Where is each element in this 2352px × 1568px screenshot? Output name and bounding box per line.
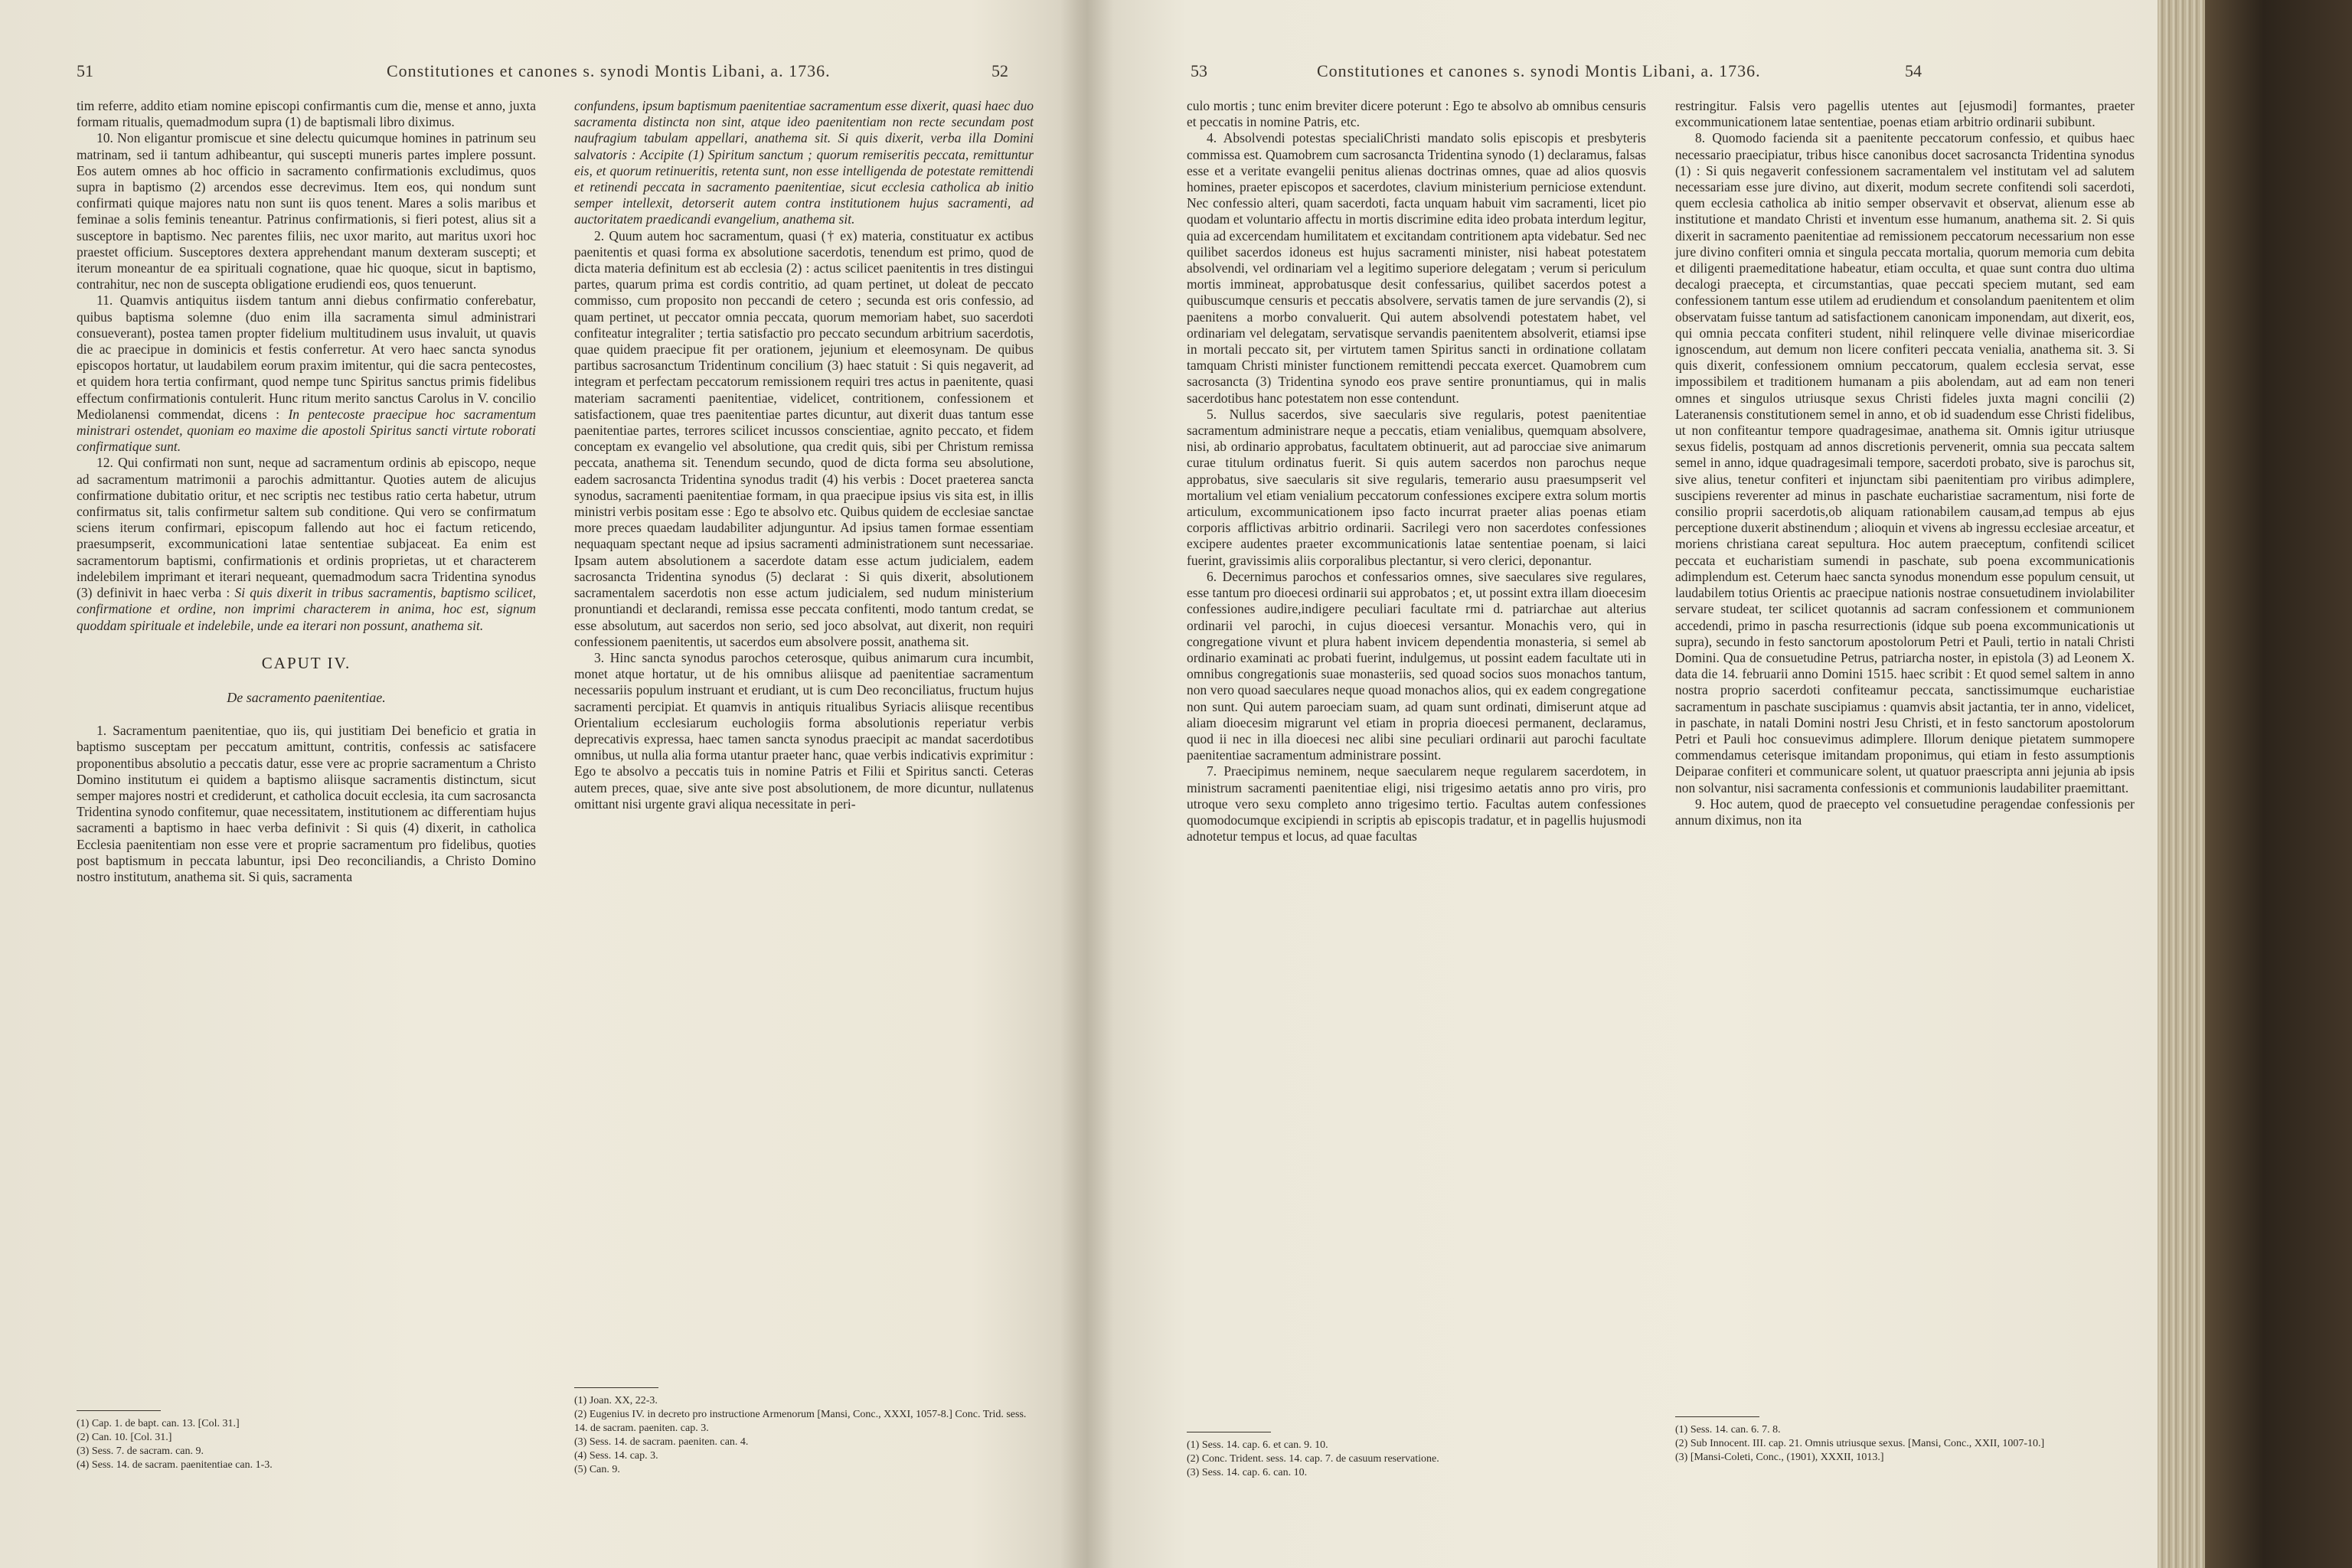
footnotes <box>1187 1432 1646 1480</box>
footnote: (1) Sess. 14. can. 6. 7. 8. <box>1675 1424 1781 1436</box>
paragraph: 3. Hinc sancta synodus parochos ceterosque, quibus animarum cura incumbit, monet atque hortatur, ut de his omnibus aliisque ad paenitentiae sacramentum necessariis populum instruant et erudiant, ut is cum Deo reconciliatus, fructum hujus sacramenti percipiat. Et quamvis in antiquis ritualibus Syriacis aliisque recentibus Orientalium ecclesiarum euchologiis forma absolutionis reperiatur verbis deprecativis expressa, haec tamen sancta synodus praecipit ac mandat sacerdotibus omnibus, ut nulla alia forma utantur praeter hanc, quae verbis indicativis exprimitur : Ego te absolvo a peccatis tuis in nomine Patris et Filii et Spiritus sancti. Ceteras autem preces, quae, sive ante sive post absolutionem, de more dicuntur, nullatenus omittant nisi urgente gravi aliqua necessitate in peri- <box>574 649 1034 812</box>
footnote: (2) Sub Innocent. III. cap. 21. Omnis utriusque sexus. [Mansi, Conc., XXII, 1007-10.] <box>1675 1438 2045 1449</box>
footnote: (2) Eugenius IV. in decreto pro instructione Armenorum [Mansi, Conc., XXXI, 1057-8.] Conc. Trid. sess. 14. de sacram. paeniten. cap. 3. <box>574 1409 1027 1434</box>
text-column-left <box>1187 98 1646 844</box>
page-number: 51 <box>77 61 93 80</box>
running-head: Constitutiones et canones s. synodi Montis Libani, a. 1736. <box>1317 61 1761 80</box>
text-column-left <box>77 98 536 885</box>
footnote: (4) Sess. 14. cap. 3. <box>574 1450 658 1462</box>
quotation: In pentecoste praecipue hoc sacramentum ministrari ostendet, quoniam eo maxime die apostoli Spiritus sancti virtute roborati confirmatique sunt. <box>77 406 537 455</box>
footnote: (2) Conc. Trident. sess. 14. cap. 7. de casuum reservatione. <box>1187 1453 1439 1465</box>
paragraph: 9. Hoc autem, quod de praecepto vel consuetudine peragendae confessionis per annum diximus, non ita <box>1675 795 2135 828</box>
text-column-right <box>1675 98 2135 828</box>
quotation: Si quis dixerit in tribus sacramentis, baptismo scilicet, confirmatione et ordine, non imprimi characterem in anima, hoc est, signum quoddam spirituale et indelebile, unde ea iterari non possunt, anathema sit. <box>77 585 537 633</box>
paragraph: 4. Absolvendi potestas specialiChristi mandato solis episcopis et presbyteris commissa est. Quamobrem cum sacrosancta Tridentina synodo (1) declaramus, falsas esse et a veritate evangelii penitus alienas doctrinas omnes, quae ad alios quosvis homines, praeter episcopos et sacerdotes, clavium ministerium perniciose extendunt. Nec confessio alteri, quam sacerdoti, facta unquam habuit vim sacramenti, licet pio quodam et voluntario affectu in mortis discrimine edita ideo probata interdum legitur, quia ad excercendam humilitatem et excitandam contritionem apta videbatur. Sed nec quilibet sacerdos idoneus est hujus sacramenti minister, nisi habeat potestatem absolvendi, vel ordinariam vel a legitimo superiore delegatam ; verum si periculum mortis immineat, approbatusque desit confessarius, quilibet sacerdos potest a quibuscumque censuris et peccatis absolvere, servatis tamen de jure servandis (2), si paenitens a morbo convaluerit. Qui autem absolvendi potestatem habet, vel ordinariam vel delegatam, servatisque servandis paenitentem absolverit, etiamsi ipse in mortali peccato sit, per virtutem tamen Spiritus sancti in ordinatione collatam tamquam Christi minister functionem remittendi peccata exercet. Quamobrem cum sacrosancta (3) Tridentina synodo eos prave sentire pronuntiamus, qui in malis sacerdotibus hanc potestatem non esse contendunt. <box>1187 130 1646 406</box>
paragraph: 5. Nullus sacerdos, sive saecularis sive regularis, potest paenitentiae sacramentum administrare neque a peccatis, etiam venialibus, quemquam absolvere, nisi, ab ordinario approbatus, facultatem obtinuerit, aut ad parocciae sive animarum curae titulum ordinatus fuerit. Si quis autem sacerdos non parochus neque approbatus, sive saecularis sit sive regularis, temerario ausu praesumpserit vel mortalium vel etiam venialium peccatorum confessiones excipere extra solum mortis articulum, excommunicationem ipso facto incurrat praeter alias poenas etiam corporis afflictivas arbitrio ordinarii. Sacrilegi vero non sacerdotes confessiones excipere audentes praeter excommunicationis latae sententiae poenam, si laici fuerint, gravissimis aliis corporalibus plectantur, si vero clerici, deponantur. <box>1187 406 1646 568</box>
paragraph: 1. Sacramentum paenitentiae, quo iis, qui justitiam Dei beneficio et gratia in baptismo susceptam per peccatum amittunt, contritis, confessis ac satisfacere proponentibus absolutio a peccatis datur, esse vere ac proprie sacramentum a Christo Domino institutum ei quidem a baptismo aliisque sacramentis distinctum, sicut semper majores nostri et crediderunt, et catholica docuit ecclesia, ita cum sacrosancta Tridentina synodo confitemur, quae necessitatem, institutionem ac differentiam hujus sacramenti a baptismo in haec verba definivit : Si quis (4) dixerit, in catholica Ecclesia paenitentiam non esse vere et proprie sacramentum pro fidelibus, quoties post baptismum in peccata labuntur, ipsi Deo reconciliandis, a Christo Domino nostro institutum, anathema sit. Si quis, sacramenta <box>77 723 536 884</box>
footnote: (3) Sess. 7. de sacram. can. 9. <box>77 1446 204 1457</box>
paragraph: 6. Decernimus parochos et confessarios omnes, sive saeculares sive regulares, esse tantum pro dioecesi ordinarii sui approbatos ; et, ut possint extra illam dioecesim confessiones audire,indigere peculiari facultate rmi d. patriarchae aut alterius ordinarii vel parochi, in cujus dioecesi versantur. Monachis vero, qui in congregatione vivunt et plura habent invicem dependentia monasteria, si semel ab ordinario examinati ac probati fuerint, indulgemus, ut possint eadem facultate uti in omnibus congregationis suae monasteriis, sed quoad socios suos monachos tantum, non vero quoad saeculares neque quoad monachos alios, qui ex eadem congregatione non sunt. Qui autem paroeciam suam, ad quam sunt ordinati, dimiserunt atque ad aliam dioecesim migrarunt vel etiam in propria dioecesi permanent, declaramus, quod ii nec in illa dioecesi nec alibi sine peculiari ordinarii aut parochi facultate paenitentiae sacramentum administrare possint. <box>1187 568 1646 763</box>
page-number: 53 <box>1191 61 1207 80</box>
chapter-heading: CAPUT IV. <box>261 653 351 672</box>
paragraph: tim referre, addito etiam nomine episcopi confirmantis cum die, mense et anno, juxta formam ritualis, quemadmodum supra (1) de baptismali libro diximus. <box>77 98 536 130</box>
footnote: (1) Cap. 1. de bapt. can. 13. [Col. 31.] <box>77 1418 240 1429</box>
footnotes <box>77 1410 536 1472</box>
footnotes <box>1675 1416 2135 1465</box>
footnote: (4) Sess. 14. de sacram. paenitentiae can. 1-3. <box>77 1459 273 1471</box>
footnote: (3) Sess. 14. de sacram. paeniten. can. 4. <box>574 1436 749 1448</box>
running-head: Constitutiones et canones s. synodi Montis Libani, a. 1736. <box>387 61 831 80</box>
footnote: (5) Can. 9. <box>574 1464 620 1475</box>
paragraph: 8. Quomodo facienda sit a paenitente peccatorum confessio, et quibus haec necessario praecipiatur, tribus hisce canonibus docet sacrosancta Tridentina synodus (1) : Si quis negaverit confessionem sacramentalem vel institutam vel ad salutem necessariam esse jure divino, aut dixerit, modum secrete confitendi soli sacerdoti, quem ecclesia catholica ab initio semper observavit et observat, alienum esse ab institutione et mandato Christi et inventum esse humanum, anathema sit. 2. Si quis dixerit in sacramento paenitentiae ad remissionem peccatorum necessarium non esse jure divino confiteri omnia et singula peccata mortalia, quorum memoria cum debita et diligenti praemeditatione habeatur, etiam occulta, et quae sunt contra duo ultima decalogi praecepta, et circumstantias, quae peccati speciem mutant, sed eam confessionem tantum esse utilem ad erudiendum et consolandum paenitentem et olim observatam fuisse tantum ad satisfactionem canonicam imponendam, aut dixerit, eos, qui omnia peccata confiteri student, nihil relinquere velle divinae misericordiae ignoscendum, aut demum non licere confiteri peccata venialia, anathema sit. 3. Si quis dixerit, confessionem omnium peccatorum, qualem ecclesia servat, esse impossibilem et traditionem humanam a piis abolendam, aut ad eam non teneri omnes et singulos utriusque sexus Christi fideles juxta magni concilii (2) Lateranensis constitutionem semel in anno, et ob id suadendum esse Christi fidelibus, ut non confiteantur tempore quadragesimae, anathema sit. Omnis igitur utriusque sexus fidelis, postquam ad annos discretionis pervenerit, omnia sua peccata saltem semel in anno, idque quadragesimali tempore, sacerdoti probato, sive is parochus sit, sive alius, tenetur confiteri et injunctam sibi paenitentiam pro viribus adimplere, suscipiens reverenter ad minus in paschate eucharistiae sacramentum, nisi forte de consilio proprii sacerdotis,ob aliquam rationabilem causam,ad tempus ab ejus perceptione duxerit abstinendum ; alioquin et vivens ab ingressu ecclesiae arceatur, et moriens christiana careat sepultura. Hoc autem praeceptum, confitendi scilicet peccata et eucharistiam sumendi in paschate, sub poena excommunicationis adimplendum est. Ceterum haec sancta synodus monendum esse populum censuit, ut laudabilem totius Orientis ac praecipue nationis nostrae consuetudinem inviolabiliter servare studeat, ter scilicet quotannis ad sacram confessionem et communionem accedendi, primo in pascha resurrectionis (idque sub poena excommunicationis ut supra), secundo in festo sanctorum apostolorum Petri et Pauli, tertio in natali Christi Domini. Qua de consuetudine Petrus, patriarcha noster, in epistola (3) ad Leonem X. data die 14. februarii anno Domini 1515. haec scribit : Et quod semel saltem in anno nostra proprio sacerdoti confiteamur peccata, sanctissimumque eucharistiae sacramentum in paschate suscipiamus : quamvis absit jactantia, ter in anno, videlicet, in paschate, in natali Domini nostri Jesu Christi, et in festo sanctorum apostolorum Petri et Pauli hoc consuevimus adimplere. Illorum denique pietatem summopere commendamus ceterisque imitandam proponimus, qui etiam in festo assumptionis Deiparae confiteri et communicare solent, ut quatuor praescripta anni jejunia ab ipsis non solvantur, nisi sacramenta confessionis et communionis laudabiliter praemittant. <box>1675 130 2135 795</box>
paragraph: 12. Qui confirmati non sunt, neque ad sacramentum ordinis ab episcopo, neque ad sacramentum matrimonii a parochis admittantur. Quoties autem de alicujus confirmatione dubitatio oritur, et nec scriptis nec testibus ratio certa habetur, utrum confirmatus sit, talis confirmetur saltem sub conditione. Qui vero se confirmatum sciens iterum confirmari, episcopum fallendo aut hoc ei factum reticendo, praesumpserit, excommunicationi latae sententiae subjaceat. Ea enim est sacramentorum baptismi, confirmationis et ordinis proprietas, ut et characterem indelebilem imprimant et iterari nequeant, quemadmodum sacra Tridentina synodus (3) definivit in haec verba : Si quis dixerit in tribus sacramentis, baptismo scilicet, confirmatione et ordine, non imprimi characterem in anima, hoc est, signum quoddam spirituale et indelebile, unde ea iterari non possunt, anathema sit. <box>77 455 537 633</box>
chapter-subheading: De sacramento paenitentiae. <box>227 689 386 705</box>
text-column-right <box>574 98 1034 812</box>
footnotes <box>574 1387 1034 1477</box>
paragraph: restringitur. Falsis vero pagellis utentes aut [ejusmodi] formantes, praeter excommunicationem latae sententiae, poenas etiam arbitrio ordinarii subibunt. <box>1675 98 2135 130</box>
paragraph: 10. Non eligantur promiscue et sine delectu quicumque homines in patrinum seu matrinam, sed ii tantum adhibeantur, qui suscepti muneris partes implere possunt. Eos autem omnes ab hoc officio in sacramento confirmationis excludimus, quos supra in baptismo (2) arcendos esse decrevimus. Item eos, qui nondum sunt confirmati quique majores natu non sunt iis quos tenent. Mares a solis maribus et feminae a solis feminis teneantur. Patrinus confirmationis, si fieri potest, alius sit a susceptore in baptismo. Nec parentes filiis, nec uxor marito, aut maritus uxori hoc praestet officium. Susceptores dextera apprehendant manum dexteram suscepti; et iterum moneantur de ea spirituali cognatione, quae hic quoque, sicut in baptismo, contrahitur, nec non de suscepta obligatione erudiendi eos, quos tenuerunt. <box>77 130 536 292</box>
footnote: (3) [Mansi-Coleti, Conc., (1901), XXXII, 1013.] <box>1675 1452 1884 1463</box>
paragraph: 2. Quum autem hoc sacramentum, quasi († ex) materia, constituatur ex actibus paenitentis et quasi forma ex absolutione sacerdotis, tenendum est primo, quod de dicta materia definitum est ab ecclesia (2) : actus scilicet paenitentis in tres distingui partes, quarum prima est cordis contritio, ad quam pertinet, ut doleat de peccato commisso, cum proposito non peccandi de cetero ; secunda est oris confessio, ad quam pertinet, ut peccator omnia peccata, quorum memoriam habet, suo sacerdoti confiteatur integraliter ; tertia satisfactio pro peccato secundum arbitrium sacerdotis, quae quidem praecipue fit per orationem, jejunium et eleemosynam. De quibus partibus sacrosanctum Tridentinum concilium (3) haec statuit : Si quis negaverit, ad integram et perfectam peccatorum remissionem requiri tres actus in paenitente, quasi materiam sacramenti paenitentiae, videlicet, contritionem, confessionem et satisfactionem, quae tres paenitentiae partes dicuntur, aut dixerit duas tantum esse paenitentiae partes, terrores scilicet incussos conscientiae, agnito peccato, et fidem conceptam ex evangelio vel absolutione, qua credit quis, sibi per Christum remissa peccata, anathema sit. Tenendum secundo, quod de dicta forma seu absolutione, eadem sacrosancta Tridentina synodus tradit (4) his verbis : Docet praeterea sancta synodus, sacramenti paenitentiae formam, in qua praecipue ipsius vis sita est, in illis ministri verbis positam esse : Ego te absolvo etc. Quibus quidem de ecclesiae sanctae more preces quaedam laudabiliter adjunguntur. Ad ipsius tamen formae essentiam nequaquam spectant neque ad ipsius sacramenti administrationem sunt necessariae. Ipsam autem absolutionem a sacerdote datam esse actum judicialem, eadem sacrosancta Tridentina synodus (5) declarat : Si quis dixerit, absolutionem sacramentalem sacerdotis non esse actum judicialem, sed nudum ministerium pronuntiandi et declarandi, remissa esse peccata confitenti, modo tantum credat, se esse absolutum, aut sacerdos non serio, sed joco absolvat, aut dixerit, non requiri confessionem paenitentis, ut sacerdos eum absolvere possit, anathema sit. <box>574 227 1034 649</box>
page-number: 54 <box>1905 61 1922 80</box>
page-number: 52 <box>991 61 1008 80</box>
paragraph: 7. Praecipimus neminem, neque saecularem neque regularem sacerdotem, in ministrum sacramenti paenitentiae eligi, nisi trigesimo aetatis anno pro viris, pro utroque vero sexu completo anno trigesimo tertio. Facultas autem confessiones quomodocumque excipiendi in scriptis ab episcopis tradatur, et in pagellis hujusmodi adnotetur tempus et locus, ad quae facultas <box>1187 763 1646 844</box>
book-cover <box>2205 0 2352 1568</box>
paragraph: culo mortis ; tunc enim breviter dicere poterunt : Ego te absolvo ab omnibus censuris et peccatis in nomine Patris, etc. <box>1187 98 1646 130</box>
footnote: (2) Can. 10. [Col. 31.] <box>77 1432 172 1443</box>
paragraph: confundens, ipsum baptismum paenitentiae sacramentum esse dixerit, quasi haec duo sacramenta distincta non sint, atque ideo paenitentiam non recte secundam post naufragium tabulam appellari, anathema sit. Si quis dixerit, verba illa Domini salvatoris : Accipite (1) Spiritum sanctum ; quorum remiseritis peccata, remittuntur eis, et quorum retinueritis, retenta sunt, non esse intelligenda de potestate remittendi et retinendi peccata in sacramento paenitentiae, sicut ecclesia catholica ab initio semper intellexit, detorserit autem contra institutionem hujus sacramenti, ad auctoritatem praedicandi evangelium, anathema sit. <box>574 98 1034 227</box>
paragraph: 11. Quamvis antiquitus iisdem tantum anni diebus confirmatio conferebatur, quibus baptisma solemne (duo enim illa sacramenta simul administrari consueverant), postea tamen propter fidelium multitudinem usus invaluit, ut quavis die ac praecipue in dominicis et festis conferretur. At vero haec sancta synodus episcopos hortatur, ut laudabilem eorum praxim imitentur, qui die sacra pentecostes, et quidem hora tertia confirmant, quod nempe tunc Spiritus sanctus primis fidelibus effectum confirmationis contulerit. Hunc ritum merito sanctus Carolus in V. concilio Mediolanensi commendat, dicens : In pentecoste praecipue hoc sacramentum ministrari ostendet, quoniam eo maxime die apostoli Spiritus sancti virtute roborati confirmatique sunt. <box>77 292 537 455</box>
footnote: (1) Joan. XX, 22-3. <box>574 1395 658 1406</box>
footnote: (3) Sess. 14. cap. 6. can. 10. <box>1187 1467 1308 1478</box>
footnote: (1) Sess. 14. cap. 6. et can. 9. 10. <box>1187 1439 1328 1451</box>
left-page <box>0 0 1072 1568</box>
right-page <box>1102 0 2159 1568</box>
